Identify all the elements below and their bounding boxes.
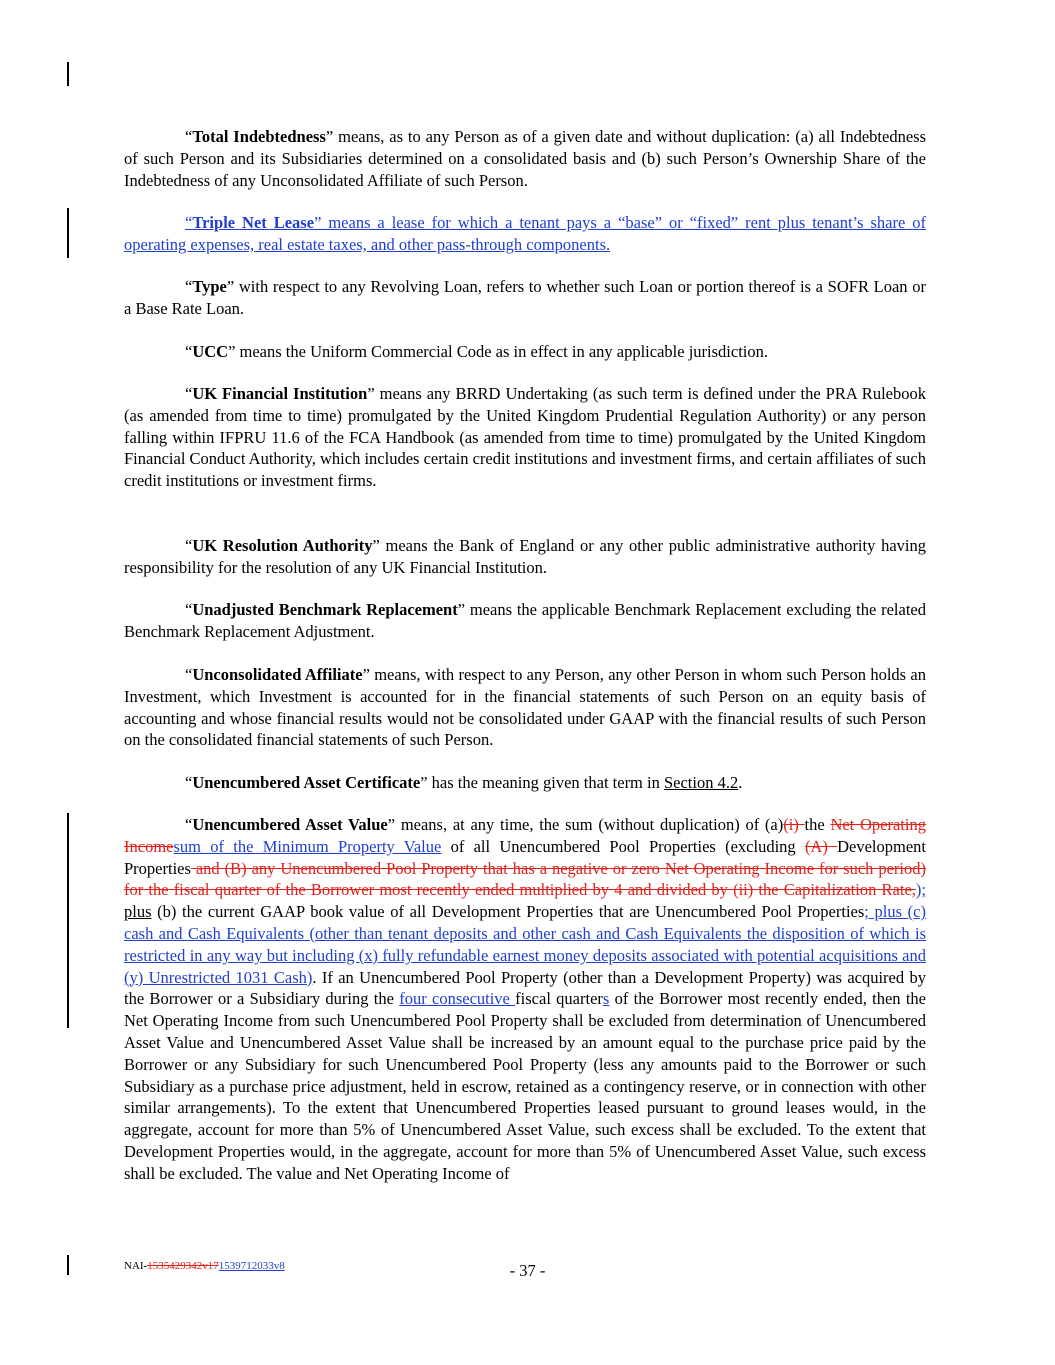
inserted-text: ); <box>915 880 926 900</box>
change-bar <box>67 813 69 1028</box>
deleted-doc-id: 1535429342v17 <box>147 1260 219 1272</box>
defined-term: Unencumbered Asset Certificate <box>192 773 421 792</box>
defined-term: UK Resolution Authority <box>192 536 373 555</box>
defined-term: Unadjusted Benchmark Replacement <box>192 600 458 619</box>
inserted-doc-id: 1539712033v8 <box>218 1260 285 1272</box>
defined-term: UCC <box>192 342 229 361</box>
definition-type: “Type” with respect to any Revolving Loan, refers to whether such Loan or portion thereof is a SOFR Loan or a Base Rate Loan. <box>124 277 926 318</box>
change-bar <box>67 62 69 86</box>
definition-triple-net-lease: “Triple Net Lease” means a lease for which a tenant pays a “base” or “fixed” rent plus tenant’s share of operating expenses, real estate taxes, and other pass-through components. <box>124 213 926 254</box>
defined-term: Total Indebtedness <box>192 127 326 146</box>
defined-term: Unconsolidated Affiliate <box>192 665 363 684</box>
definition-unencumbered-asset-certificate: “Unencumbered Asset Certificate” has the meaning given that term in Section 4.2. <box>185 773 743 792</box>
definition-ucc: “UCC” means the Uniform Commercial Code as in effect in any applicable jurisdiction. <box>185 342 768 361</box>
definition-unencumbered-asset-value: “Unencumbered Asset Value” means, at any time, the sum (without duplication) of (a)(i) the Net Operating Incomesum of the Minimum Property Value of all Unencumbered Pool Properties (excluding (A) Development Properties and (B) any Unencumbered Pool Property that has a negative or zero Net Operating Income for such period) for the fiscal quarter of the Borrower most recently ended multiplied by 4 and divided by (ii) the Capitalization Rate,); plus (b) the current GAAP book value of all Development Properties that are Unencumbered Pool Properties; plus (c) cash and Cash Equivalents (other than tenant deposits and other cash and Cash Equivalents the disposition of which is restricted in any way but including (x) fully refundable earnest money deposits associated with potential acquisitions and (y) Unrestricted 1031 Cash). If an Unencumbered Pool Property (other than a Development Property) was acquired by the Borrower or a Subsidiary during the four consecutive fiscal quarters of the Borrower most recently ended, then the Net Operating Income from such Unencumbered Pool Property shall be excluded from determination of Unencumbered Asset Value and Unencumbered Asset Value shall be increased by an amount equal to the purchase price paid by the Borrower or any Subsidiary for such Unencumbered Pool Property (less any amounts paid to the Borrower or such Subsidiary as a purchase price adjustment, held in escrow, retained as a contingency reserve, or in connection with other similar arrangements). To the extent that Unencumbered Properties leased pursuant to ground leases would, in the aggregate, account for more than 5% of Unencumbered Asset Value, such excess shall be excluded. To the extent that Development Properties would, in the aggregate, account for more than 5% of Unencumbered Asset Value, such excess shall be excluded. The value and Net Operating Income of <box>124 815 926 1183</box>
defined-term: UK Financial Institution <box>192 384 368 403</box>
definition-unconsolidated-affiliate: “Unconsolidated Affiliate” means, with respect to any Person, any other Person in whom such Person holds an Investment, which Investment is accounted for in the financial statements of such Person on an equity basis of accounting and whose financial results would not be consolidated under GAAP with the financial results of such Person on the consolidated financial statements of such Person. <box>124 665 926 750</box>
defined-term: Type <box>192 277 227 296</box>
inserted-text: ; plus (c) cash and Cash Equivalents (other than tenant deposits and other cash and Cash Equivalents the disposition of which is restricted in any way but including (x) fully refundable earnest money deposits associated with potential acquisitions and (y) Unrestricted 1031 Cash) <box>124 902 926 987</box>
deleted-text: and (B) any Unencumbered Pool Property that has a negative or zero Net Operating Income for such period) for the fiscal quarter of the Borrower most recently ended multiplied by 4 and divided by (ii) the Capitalization Rate, <box>124 858 926 900</box>
underlined-text: plus <box>124 902 152 922</box>
inserted-text: sum of the Minimum Property Value <box>173 836 442 856</box>
defined-term: Triple Net Lease <box>192 213 315 232</box>
definition-total-indebtedness: “Total Indebtedness” means, as to any Person as of a given date and without duplication: (a) all Indebtedness of such Person and its Subsidiaries determined on a consolidated basis and (b) such Person’s Ownership Share of the Indebtedness of any Unconsolidated Affiliate of such Person. <box>124 127 926 190</box>
deleted-text: (i) <box>783 815 805 834</box>
document-id: NAI-1535429342v171539712033v8 <box>124 1260 285 1272</box>
definition-uk-financial-institution: “UK Financial Institution” means any BRRD Undertaking (as such term is defined under the PRA Rulebook (as amended from time to time) promulgated by the United Kingdom Prudential Regulation Authority) or any person falling within IFPRU 11.6 of the FCA Handbook (as amended from time to time) promulgated by the United Kingdom Financial Conduct Authority, which includes certain credit institutions and investment firms, and certain affiliates of such credit institutions or investment firms. <box>124 384 926 491</box>
deleted-text: (A) <box>804 836 838 856</box>
section-reference: Section 4.2 <box>663 773 739 792</box>
inserted-text: s <box>602 989 610 1009</box>
defined-term: Unencumbered Asset Value <box>192 815 388 834</box>
page-number: - 37 - <box>509 1261 546 1280</box>
inserted-text: four consecutive <box>399 989 516 1009</box>
deleted-text: Net Operating Income <box>124 815 926 856</box>
definition-unadjusted-benchmark-replacement: “Unadjusted Benchmark Replacement” means the applicable Benchmark Replacement excluding the related Benchmark Replacement Adjustment. <box>124 600 926 641</box>
change-bar <box>67 208 69 258</box>
definition-uk-resolution-authority: “UK Resolution Authority” means the Bank of England or any other public administrative authority having responsibility for the resolution of any UK Financial Institution. <box>124 536 926 577</box>
